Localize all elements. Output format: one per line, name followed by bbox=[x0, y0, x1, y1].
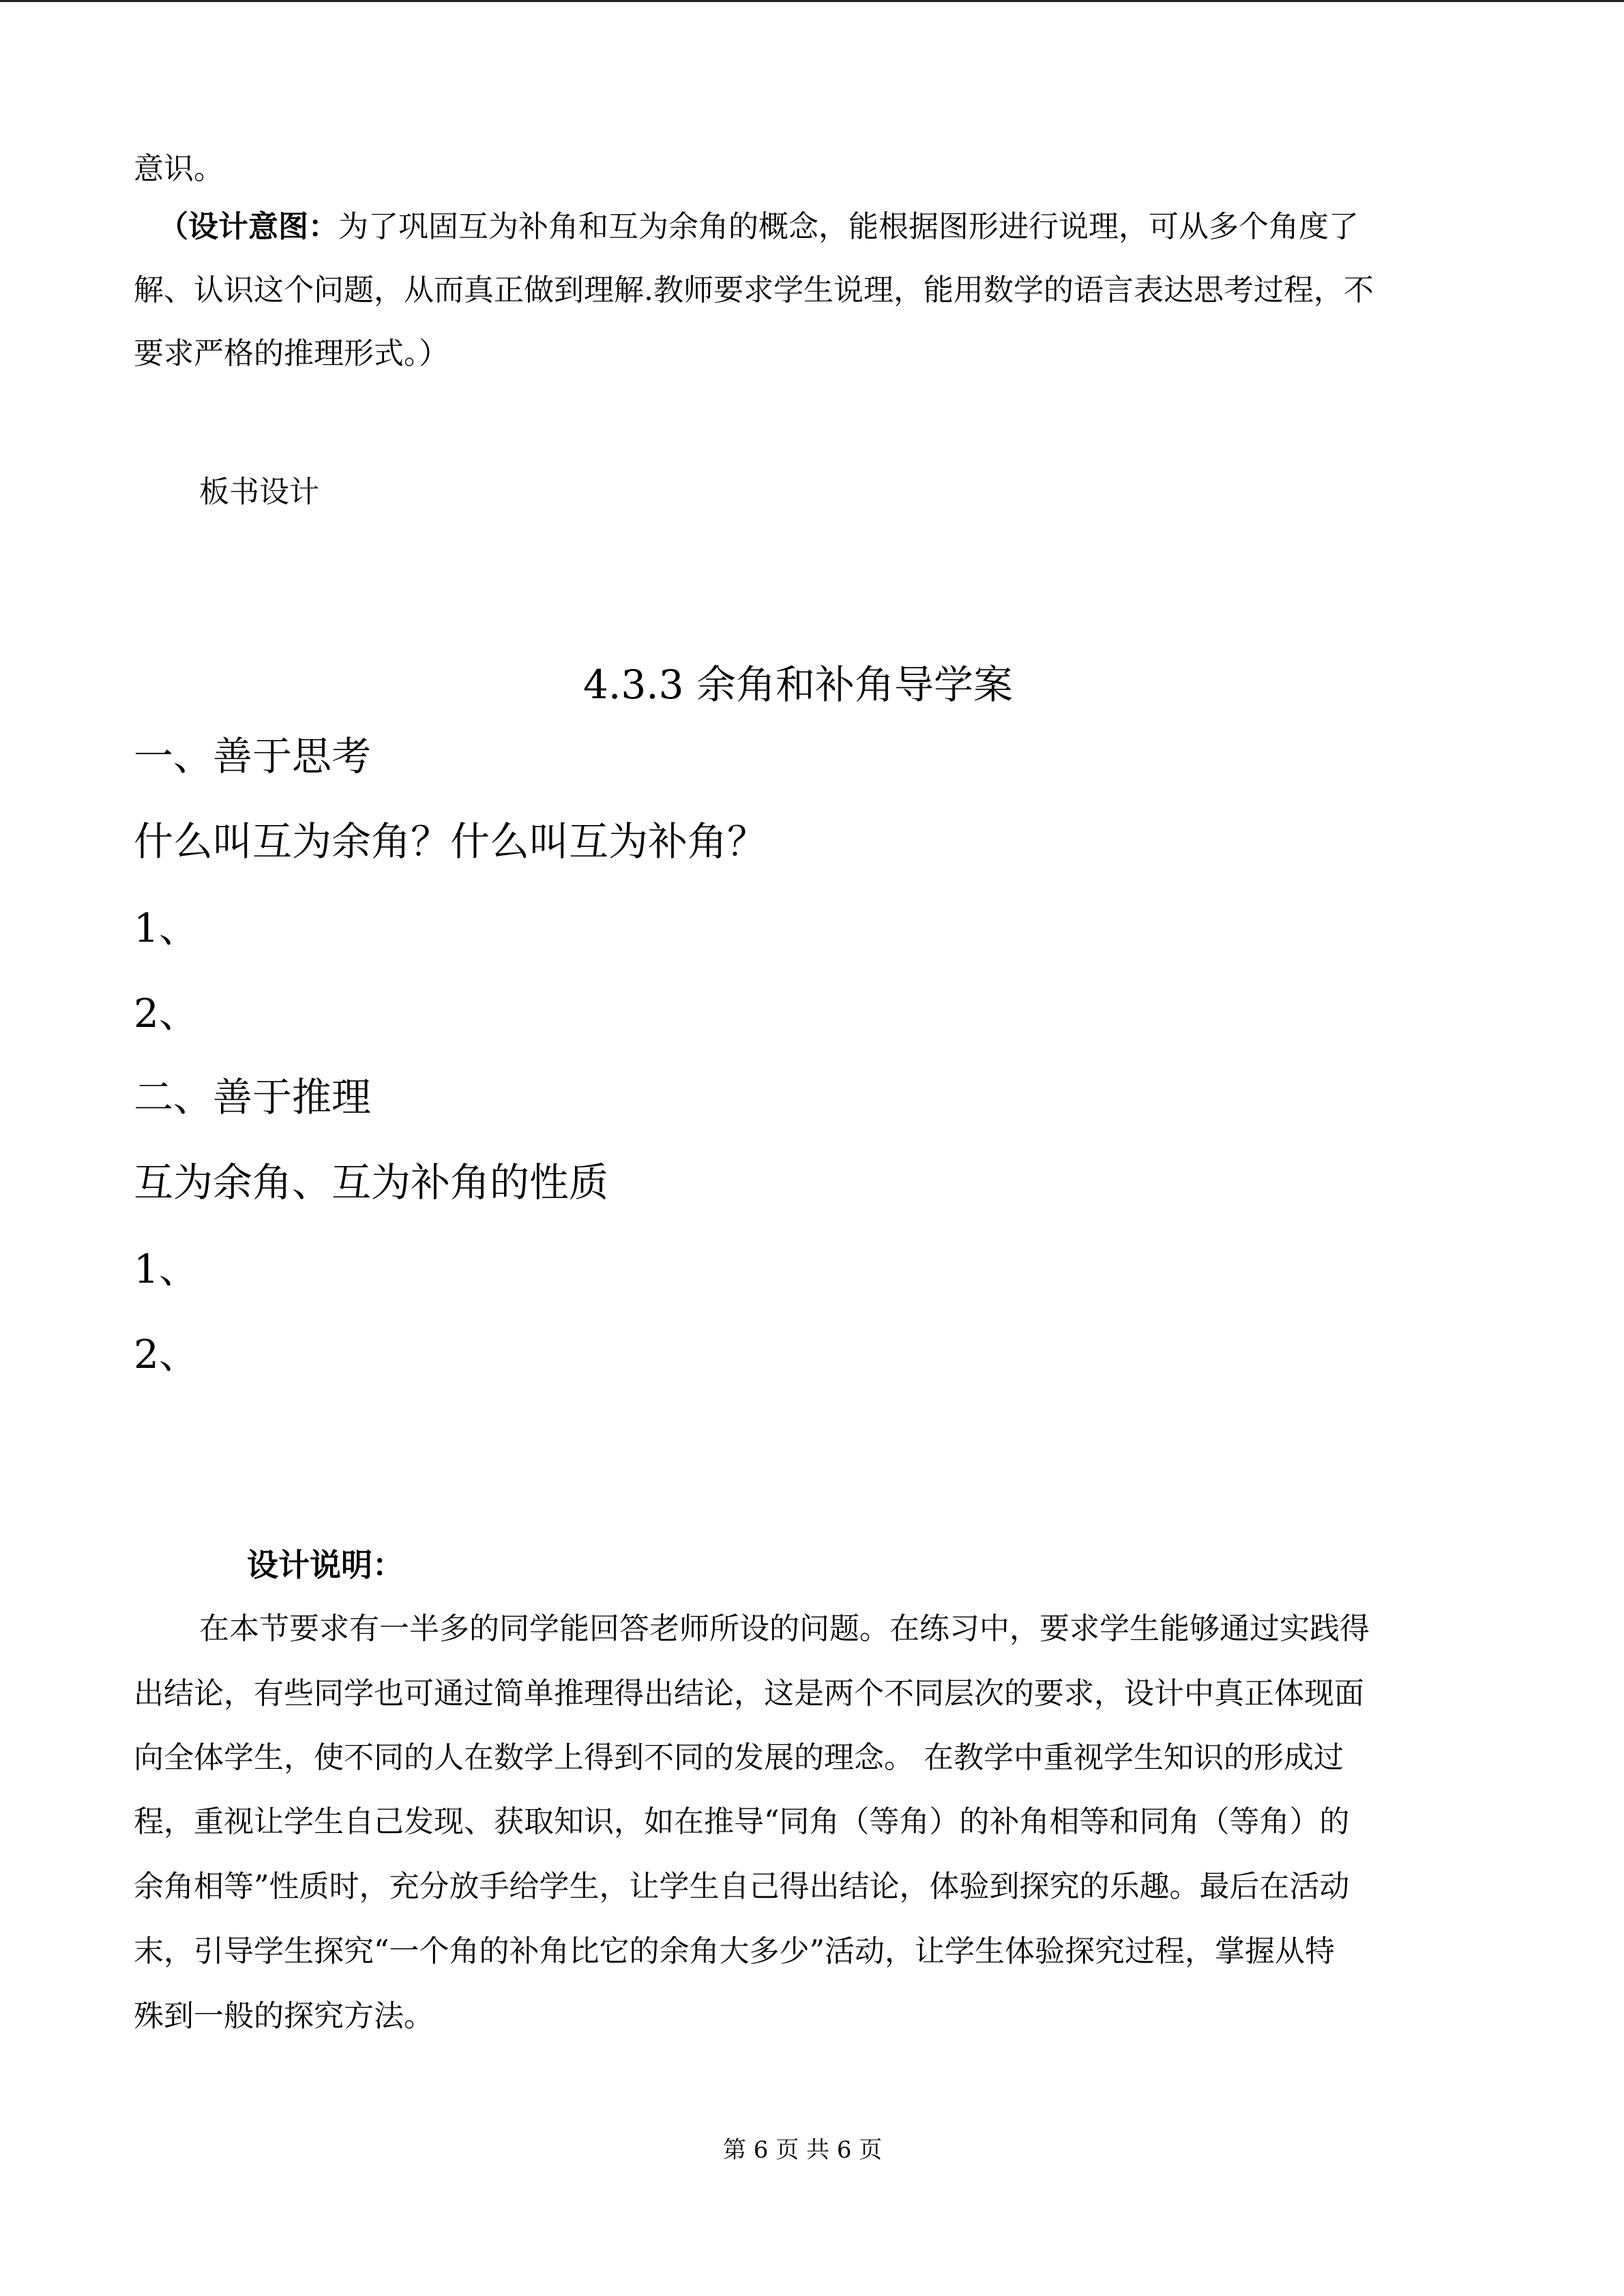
design-note-title: 设计说明： bbox=[247, 1547, 404, 1583]
design-intent-line-1 bbox=[158, 209, 1359, 244]
design-note-line-2: 出结论，有些同学也可通过简单推理得出结论，这是两个不同层次的要求，设计中真正体现面 bbox=[134, 1676, 1364, 1711]
section1-item-2: 2、 bbox=[134, 990, 198, 1037]
section1-question: 什么叫互为余角？什么叫互为补角？ bbox=[134, 818, 767, 865]
section2-title: 二、善于推理 bbox=[134, 1074, 372, 1120]
top-border-line bbox=[0, 0, 1624, 2]
guide-title: 4.3.3 余角和补角导学案 bbox=[583, 661, 1014, 708]
design-note-line-1: 在本节要求有一半多的同学能回答老师所设的问题。在练习中，要求学生能够通过实践得 bbox=[199, 1611, 1370, 1646]
design-intent-label: （设计意图： bbox=[158, 209, 338, 244]
section1-title: 一、善于思考 bbox=[134, 733, 372, 779]
design-intent-line-2: 解、认识这个问题，从而真正做到理解.教师要求学生说理，能用数学的语言表达思考过程，不 bbox=[134, 273, 1374, 308]
section1-item-1: 1、 bbox=[134, 905, 198, 951]
text-line-yishi: 意识。 bbox=[134, 151, 224, 186]
section2-item-2: 2、 bbox=[134, 1331, 198, 1377]
design-intent-line-3: 要求严格的推理形式。） bbox=[134, 336, 449, 371]
section2-topic: 互为余角、互为补角的性质 bbox=[134, 1159, 609, 1206]
design-intent-text-1: 为了巩固互为补角和互为余角的概念，能根据图形进行说理，可从多个角度了 bbox=[338, 209, 1359, 244]
design-note-line-3: 向全体学生，使不同的人在数学上得到不同的发展的理念。 在教学中重视学生知识的形成过 bbox=[134, 1740, 1344, 1775]
design-note-line-7: 殊到一般的探究方法。 bbox=[134, 1999, 434, 2033]
design-note-line-6: 末，引导学生探究“一个角的补角比它的余角大多少”活动，让学生体验探究过程，掌握从特 bbox=[134, 1934, 1335, 1969]
page-footer: 第 6 页 共 6 页 bbox=[723, 2136, 883, 2164]
board-design-label: 板书设计 bbox=[199, 475, 319, 509]
design-note-line-4: 程，重视让学生自己发现、获取知识，如在推导“同角（等角）的补角相等和同角（等角）的 bbox=[134, 1804, 1350, 1839]
design-note-line-5: 余角相等”性质时，充分放手给学生，让学生自己得出结论，体验到探究的乐趣。最后在活动 bbox=[134, 1869, 1350, 1904]
section2-item-1: 1、 bbox=[134, 1246, 198, 1292]
